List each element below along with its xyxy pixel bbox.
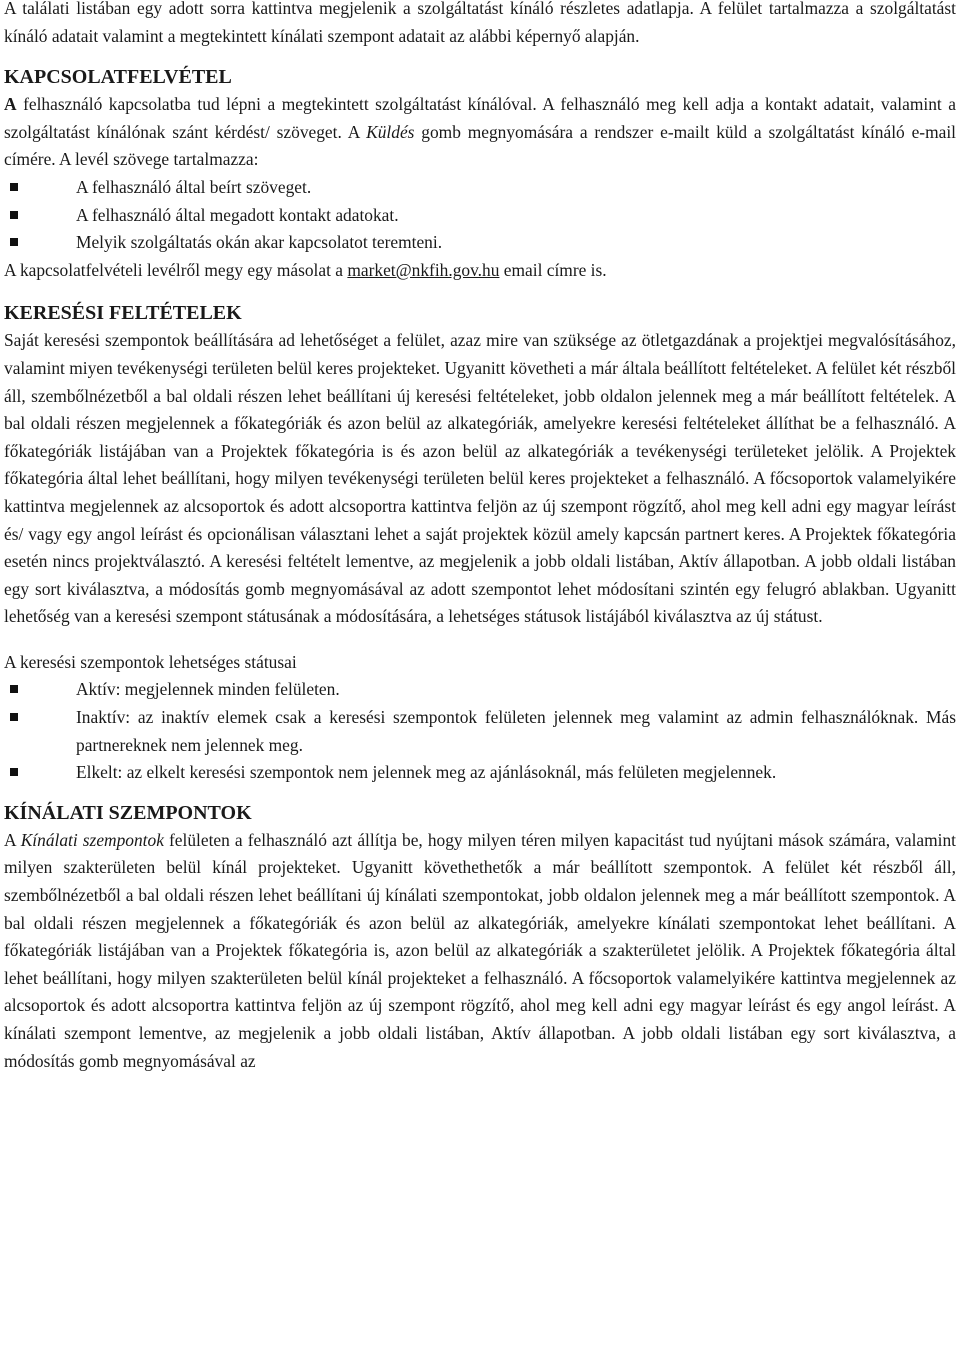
square-bullet-icon xyxy=(10,211,18,219)
spacer xyxy=(4,631,956,649)
kereses-paragraph: Saját keresési szempontok beállítására ad lehetőséget a felület, azaz mire van szüksége az ötletgazdának a projektjei megvalósításához, valamint miyen tevékenységi területen belül keres projekteket. Ugyanitt követheti a már általa beállított feltételeket. A felület két részből áll, szembőlnézetből a bal oldali részen lehet beállítani új keresési feltételeket, jobb oldalon jelennek meg a már beállított feltételek. A bal oldali részen megjelennek a főkategóriák és azon belül az alkategóriák, amelyekre keresési feltételeket állíthat be a felhasználó. A főkategóriák listájában van a Projektek főkategória is és azon belül az alkategóriák a tevékenységi területeket jelölik. A Projektek főkategória által lehet beállítani, hogy milyen tevékenységi területen belül keres projekteket a felhasználó. A főcsoportok valamelyikére kattintva megjelennek az alcsoportok és adott alcsoportra kattintva feljön az új szempont rögzítő, ahol meg kell adni egy magyar leírást és/ vagy egy angol leírást és opcionálisan választani lehet a saját projektek közül amely kapcsán partnert keres. A Projektek főkategória esetén nincs projektválasztó. A keresési feltételt lementve, az megjelenik a jobb oldali listában, Aktív állapotban. A jobb oldali listában egy sort kiválasztva, a módosítás gomb megnyomásával az adott szempontot lehet módosítani szintén egy felugró ablakban. Ugyanitt lehetőség van a keresési szempont státusának a módosítására, a lehetséges státusok listájából kiválasztva az új státust. xyxy=(4,330,957,627)
list-item-text: Inaktív: az inaktív elemek csak a keresési szempontok felületen jelennek meg valamint az admin felhasználóknak. Más partnereknek nem jelennek meg. xyxy=(76,707,956,755)
square-bullet-icon xyxy=(10,238,18,246)
statuses-intro: A keresési szempontok lehetséges státusai xyxy=(4,651,297,672)
bold-initial: A xyxy=(4,94,17,115)
list-item xyxy=(4,704,956,759)
copy-note xyxy=(4,257,956,285)
kapcsolat-text: felhasználó kapcsolatba tud lépni a megtekintett szolgáltatást kínálóval. A felhasználó meg kell adja a kontakt adatait, valamint a szolgáltatást kínálónak szánt kérdést/ szöveget. A xyxy=(4,94,956,142)
status-bullet-list xyxy=(4,676,956,786)
intro-paragraph: A találati listában egy adott sorra kattintva megjelenik a szolgáltatást kínáló részletes adatlapja. A felület tartalmazza a szolgáltatást kínáló adatait valamint a megtekintett kínálati szempont adatait az alábbi képernyő alapján. xyxy=(4,0,956,46)
kinalat-paragraph xyxy=(4,827,956,1075)
list-item xyxy=(4,202,956,230)
kapcsolat-bullet-list xyxy=(4,174,956,257)
kuldes-italic: Küldés xyxy=(366,121,415,142)
section-heading-kapcsolatfelvetel: KAPCSOLATFELVÉTEL xyxy=(4,66,232,89)
list-item xyxy=(4,229,956,257)
kinalati-szempontok-italic: Kínálati szempontok xyxy=(20,829,164,850)
kapcsolat-paragraph xyxy=(4,91,956,174)
list-item xyxy=(4,676,956,704)
kinalat-text: felületen a felhasználó azt állítja be, hogy milyen téren milyen kapacitást tud nyújtani mások számára, valamint milyen szakterületen belül kínál projekteket. Ugyanitt követhethetők a már beállított szempontok. A felület két részből áll, szembőlnézetből a bal oldali részen lehet beállítani új kínálati szempontokat, jobb oldalon jelennek meg a már beállított szempontok. A bal oldali részen megjelennek a főkategóriák és azon belül az alkategóriák, amelyekre kínálati szempontokat lehet beállítani. A főkategóriák listájában van a Projektek főkategória is, azon belül az alkategóriák a szakterületet jelölik. A Projektek főkategória által lehet beállítani, hogy milyen szakterületen belül kínál projekteket a felhasználó. A főcsoportok valamelyikére kattintva megjelennek az alcsoportok és adott alcsoportra kattintva feljön az új szempont rögzítő, ahol meg kell adni egy magyar leírást és egy angol leírást. A kínálati szempont lementve, az megjelenik a jobb oldali listában, Aktív állapotban. A jobb oldali listában egy sort kiválasztva, a módosítás gomb megnyomásával az xyxy=(4,829,957,1071)
square-bullet-icon xyxy=(10,713,18,721)
list-item-text: A felhasználó által beírt szöveget. xyxy=(76,176,312,197)
square-bullet-icon xyxy=(10,685,18,693)
section-heading-keresesi-feltetelek: KERESÉSI FELTÉTELEK xyxy=(4,302,242,325)
copy-note-end: email címre is. xyxy=(499,259,607,280)
list-item-text: Elkelt: az elkelt keresési szempontok nem jelennek meg az ajánlásoknál, más felületen megjelennek. xyxy=(76,762,777,783)
copy-note-text: A kapcsolatfelvételi levélről megy egy másolat a xyxy=(4,259,348,280)
kinalat-text-start: A xyxy=(4,829,21,850)
list-item xyxy=(4,174,956,202)
list-item-text: Aktív: megjelennek minden felületen. xyxy=(76,679,340,700)
list-item-text: A felhasználó által megadott kontakt adatokat. xyxy=(76,204,399,225)
section-heading-kinalati-szempontok: KÍNÁLATI SZEMPONTOK xyxy=(4,801,252,824)
square-bullet-icon xyxy=(10,768,18,776)
list-item xyxy=(4,759,956,787)
list-item-text: Melyik szolgáltatás okán akar kapcsolatot teremteni. xyxy=(76,232,443,253)
kapcsolat-text-end: gomb megnyomására a rendszer e-mailt küld a szolgáltatást kínáló e-mail címére. A levél szövege tartalmazza: xyxy=(4,121,956,170)
square-bullet-icon xyxy=(10,183,18,191)
email-link[interactable]: market@nkfih.gov.hu xyxy=(347,259,500,280)
